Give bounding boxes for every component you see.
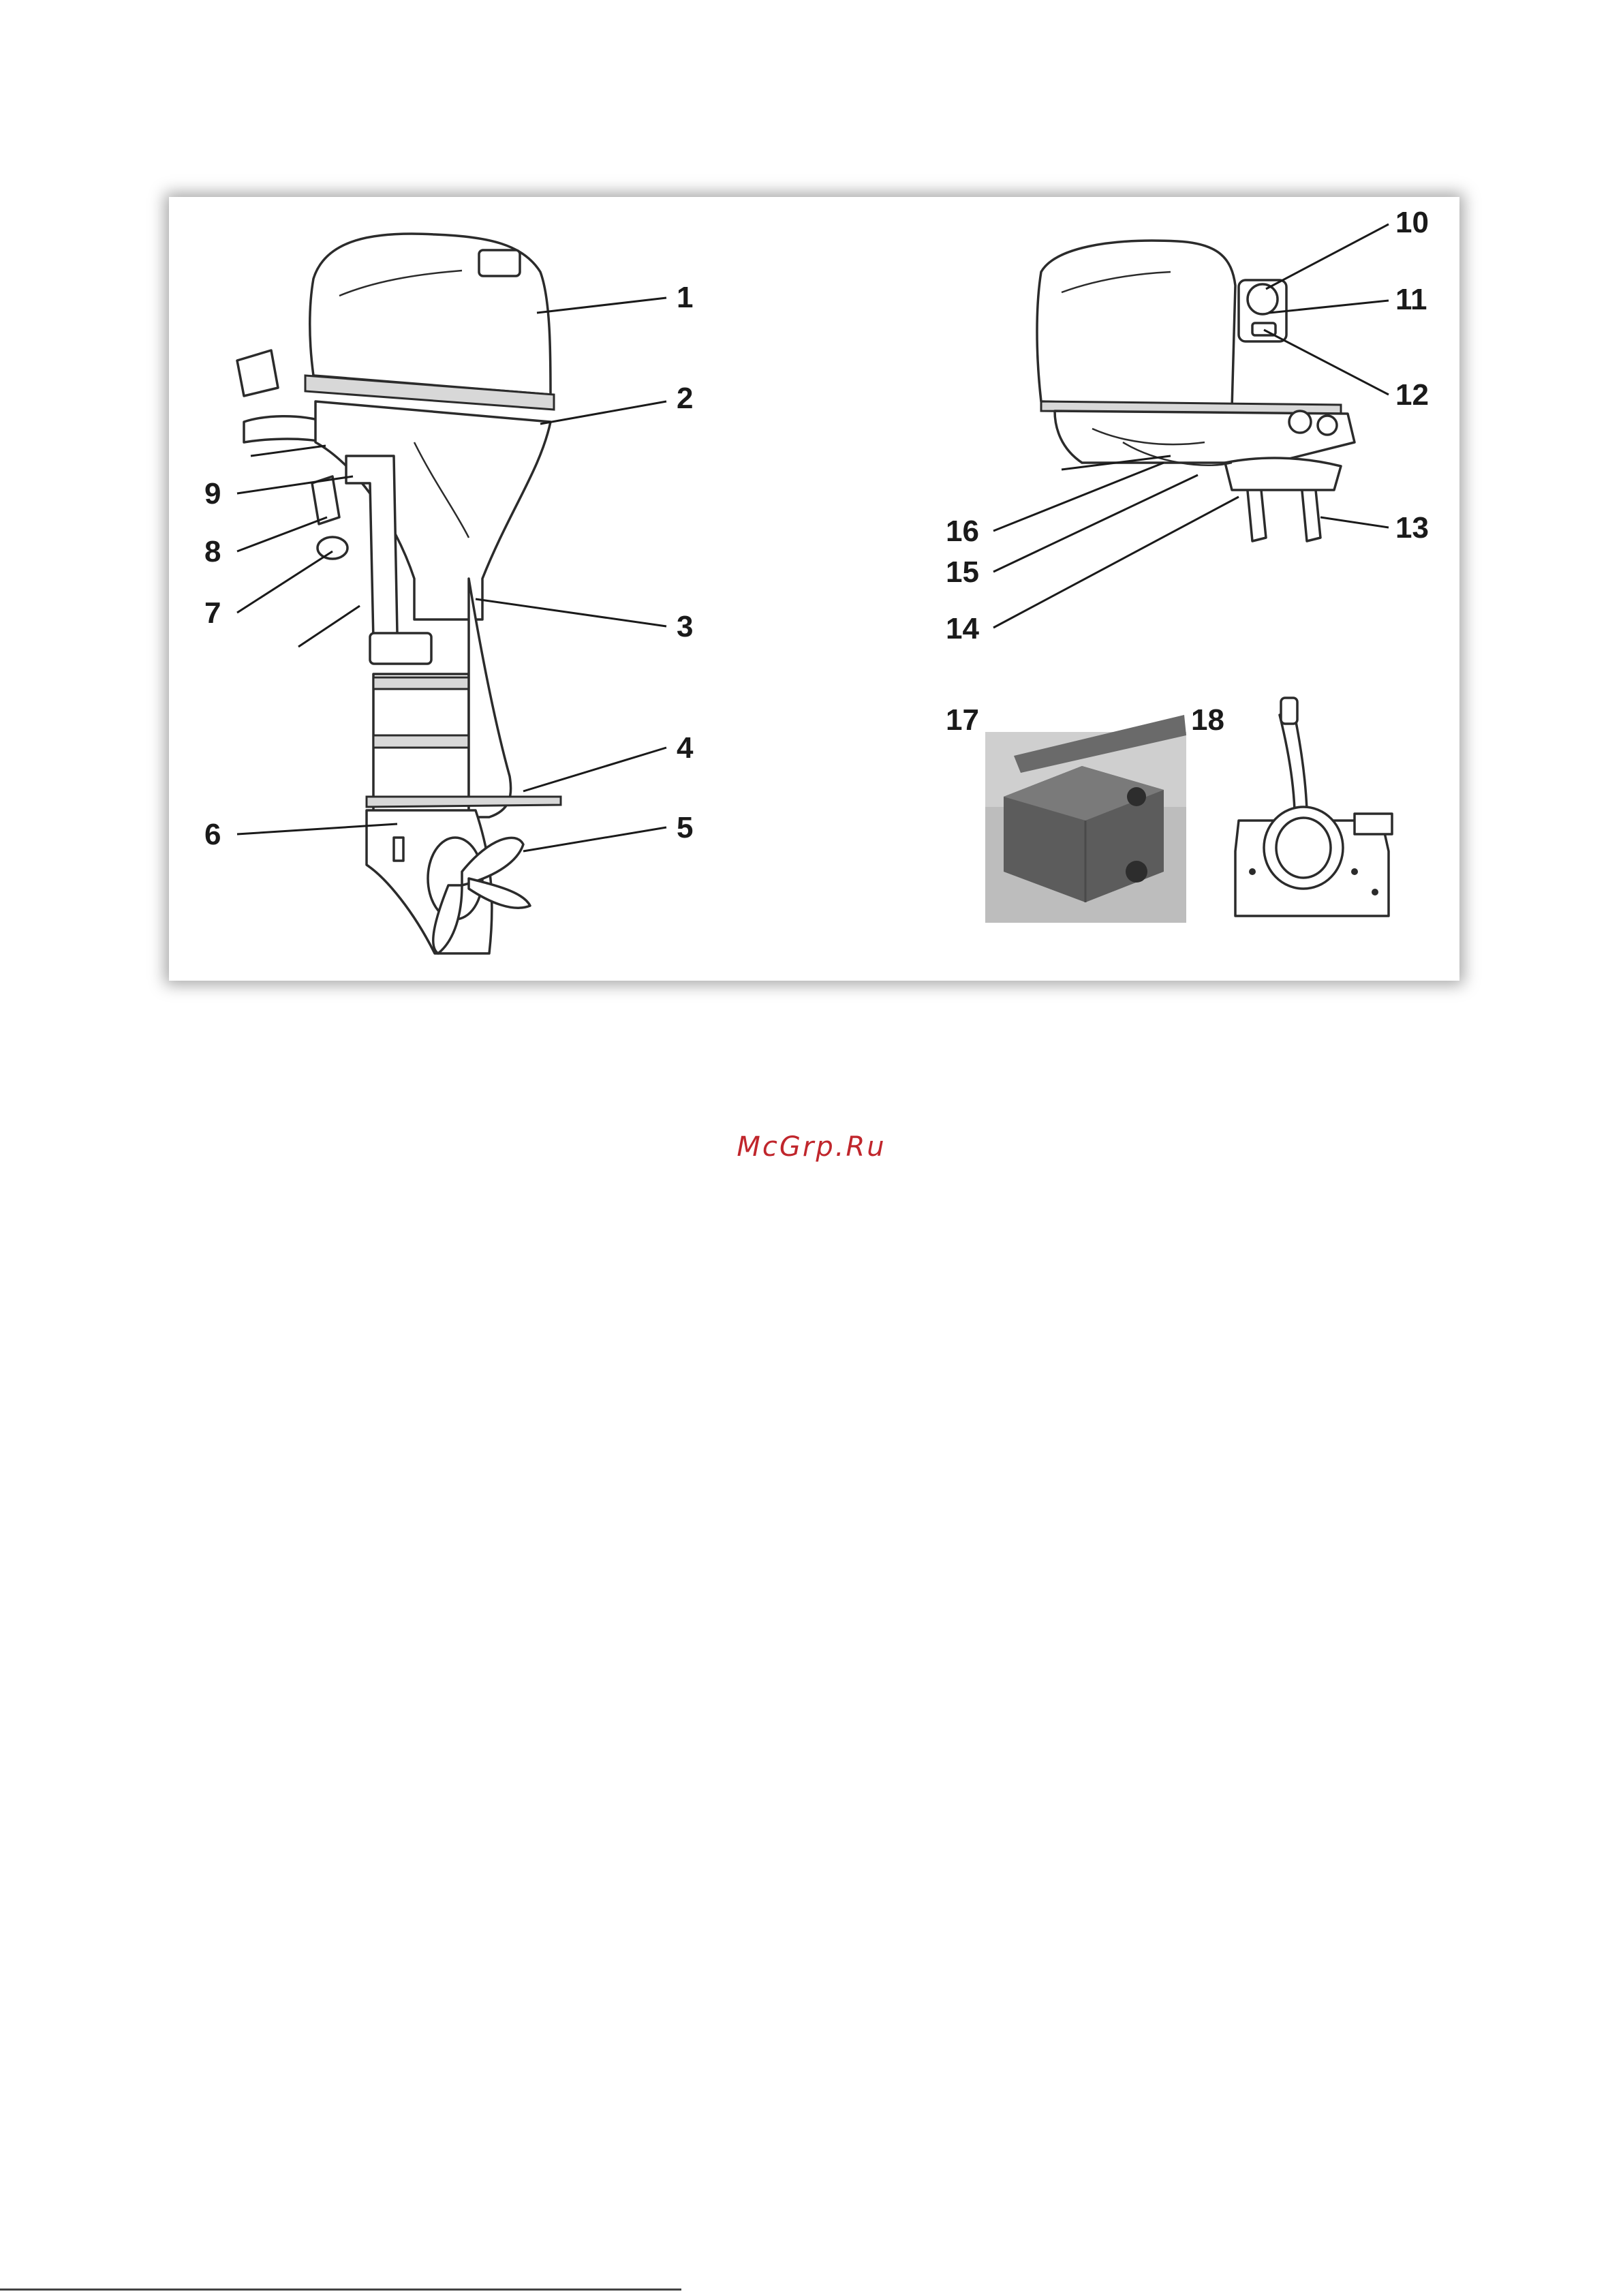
callout-10: 10 xyxy=(1395,206,1429,239)
callout-15: 15 xyxy=(946,555,979,589)
callout-2: 2 xyxy=(677,382,694,415)
outboard-motor-parts-diagram xyxy=(169,197,1459,981)
callout-8: 8 xyxy=(204,535,221,568)
callout-14: 14 xyxy=(946,612,979,645)
callout-7: 7 xyxy=(204,596,221,630)
callout-18: 18 xyxy=(1191,703,1224,737)
callout-12: 12 xyxy=(1395,378,1429,412)
remote-control-drawing xyxy=(1235,698,1392,916)
callout-9: 9 xyxy=(204,477,221,510)
callout-5: 5 xyxy=(677,811,694,844)
callout-6: 6 xyxy=(204,818,221,851)
outboard-motor-drawing xyxy=(237,234,561,953)
motor-closeup-drawing xyxy=(1037,241,1355,541)
callout-17: 17 xyxy=(946,703,979,737)
battery-box-photo xyxy=(985,715,1186,923)
callout-13: 13 xyxy=(1395,511,1429,545)
callout-1: 1 xyxy=(677,281,694,314)
callout-11: 11 xyxy=(1395,283,1427,316)
callout-16: 16 xyxy=(946,515,979,548)
footer-rule xyxy=(0,2289,681,2291)
watermark-text: McGrp.Ru xyxy=(737,1131,886,1163)
figure-panel xyxy=(169,197,1459,981)
callout-4: 4 xyxy=(677,731,694,765)
callout-3: 3 xyxy=(677,610,694,643)
